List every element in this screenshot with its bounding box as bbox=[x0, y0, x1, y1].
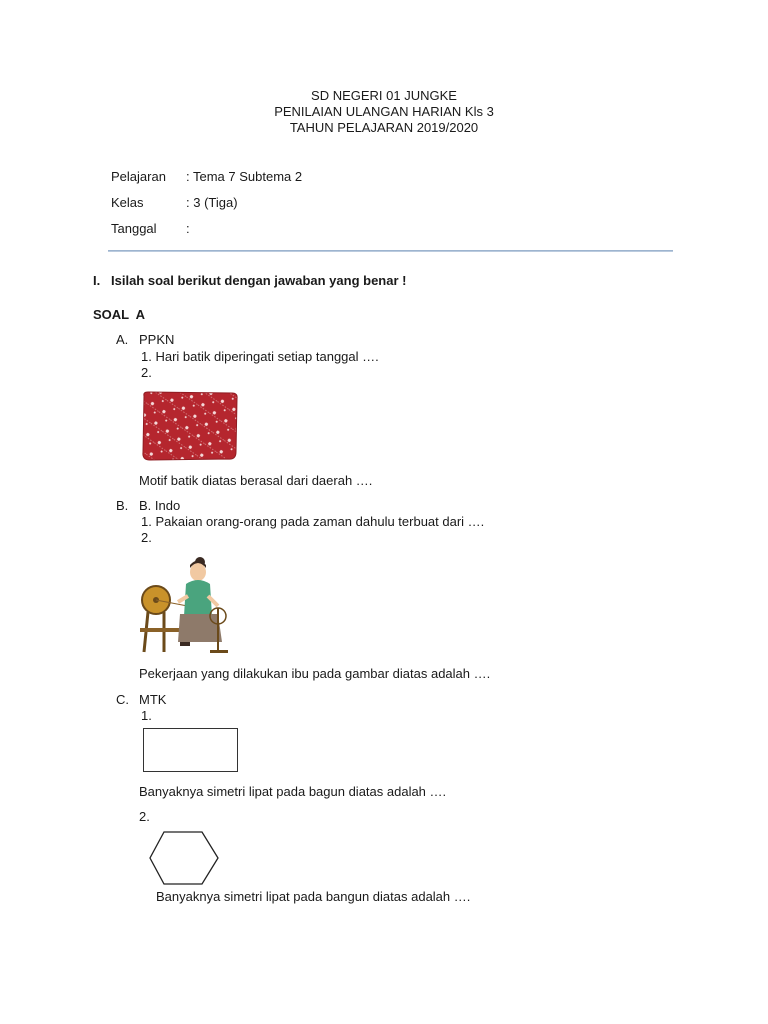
section-c-question-1-text: Banyaknya simetri lipat pada bagun diatas adalah …. bbox=[139, 784, 447, 799]
section-b-question-1: 1. Pakaian orang-orang pada zaman dahulu terbuat dari …. bbox=[141, 514, 485, 529]
exam-title: PENILAIAN ULANGAN HARIAN Kls 3 bbox=[274, 104, 494, 119]
section-a-title: PPKN bbox=[139, 332, 175, 347]
section-b-question-2-number: 2. bbox=[141, 530, 152, 545]
school-year: TAHUN PELAJARAN 2019/2020 bbox=[289, 120, 479, 135]
info-label-pelajaran: Pelajaran bbox=[111, 169, 166, 184]
instruction-text: Isilah soal berikut dengan jawaban yang benar ! bbox=[111, 273, 407, 288]
info-label-tanggal: Tanggal bbox=[111, 221, 157, 236]
woman-spinning-wheel-image bbox=[138, 556, 230, 656]
section-c-question-2-text: Banyaknya simetri lipat pada bangun diatas adalah …. bbox=[156, 889, 471, 904]
section-c-question-1-number: 1. bbox=[141, 708, 152, 723]
school-name: SD NEGERI 01 JUNGKE bbox=[311, 88, 457, 103]
instruction-number: I. bbox=[93, 273, 101, 288]
hexagon-shape bbox=[148, 830, 220, 886]
section-a-question-1: 1. Hari batik diperingati setiap tanggal …. bbox=[141, 349, 379, 364]
section-c-letter: C. bbox=[116, 692, 129, 707]
info-value-kelas: : 3 (Tiga) bbox=[186, 195, 238, 210]
header-divider bbox=[108, 250, 673, 252]
section-c-question-2-number: 2. bbox=[139, 809, 150, 824]
info-value-tanggal: : bbox=[186, 221, 190, 236]
info-value-pelajaran: : Tema 7 Subtema 2 bbox=[186, 169, 303, 184]
info-label-kelas: Kelas bbox=[111, 195, 144, 210]
rectangle-shape bbox=[143, 728, 238, 772]
soal-heading: SOAL A bbox=[93, 307, 146, 322]
section-a-question-2-number: 2. bbox=[141, 365, 152, 380]
section-a-letter: A. bbox=[116, 332, 129, 347]
section-c-title: MTK bbox=[139, 692, 167, 707]
section-b-letter: B. bbox=[116, 498, 129, 513]
section-b-title: B. Indo bbox=[139, 498, 181, 513]
batik-fabric-image bbox=[140, 390, 240, 462]
section-a-question-2-text: Motif batik diatas berasal dari daerah …. bbox=[139, 473, 373, 488]
section-b-question-2-text: Pekerjaan yang dilakukan ibu pada gambar diatas adalah …. bbox=[139, 666, 491, 681]
